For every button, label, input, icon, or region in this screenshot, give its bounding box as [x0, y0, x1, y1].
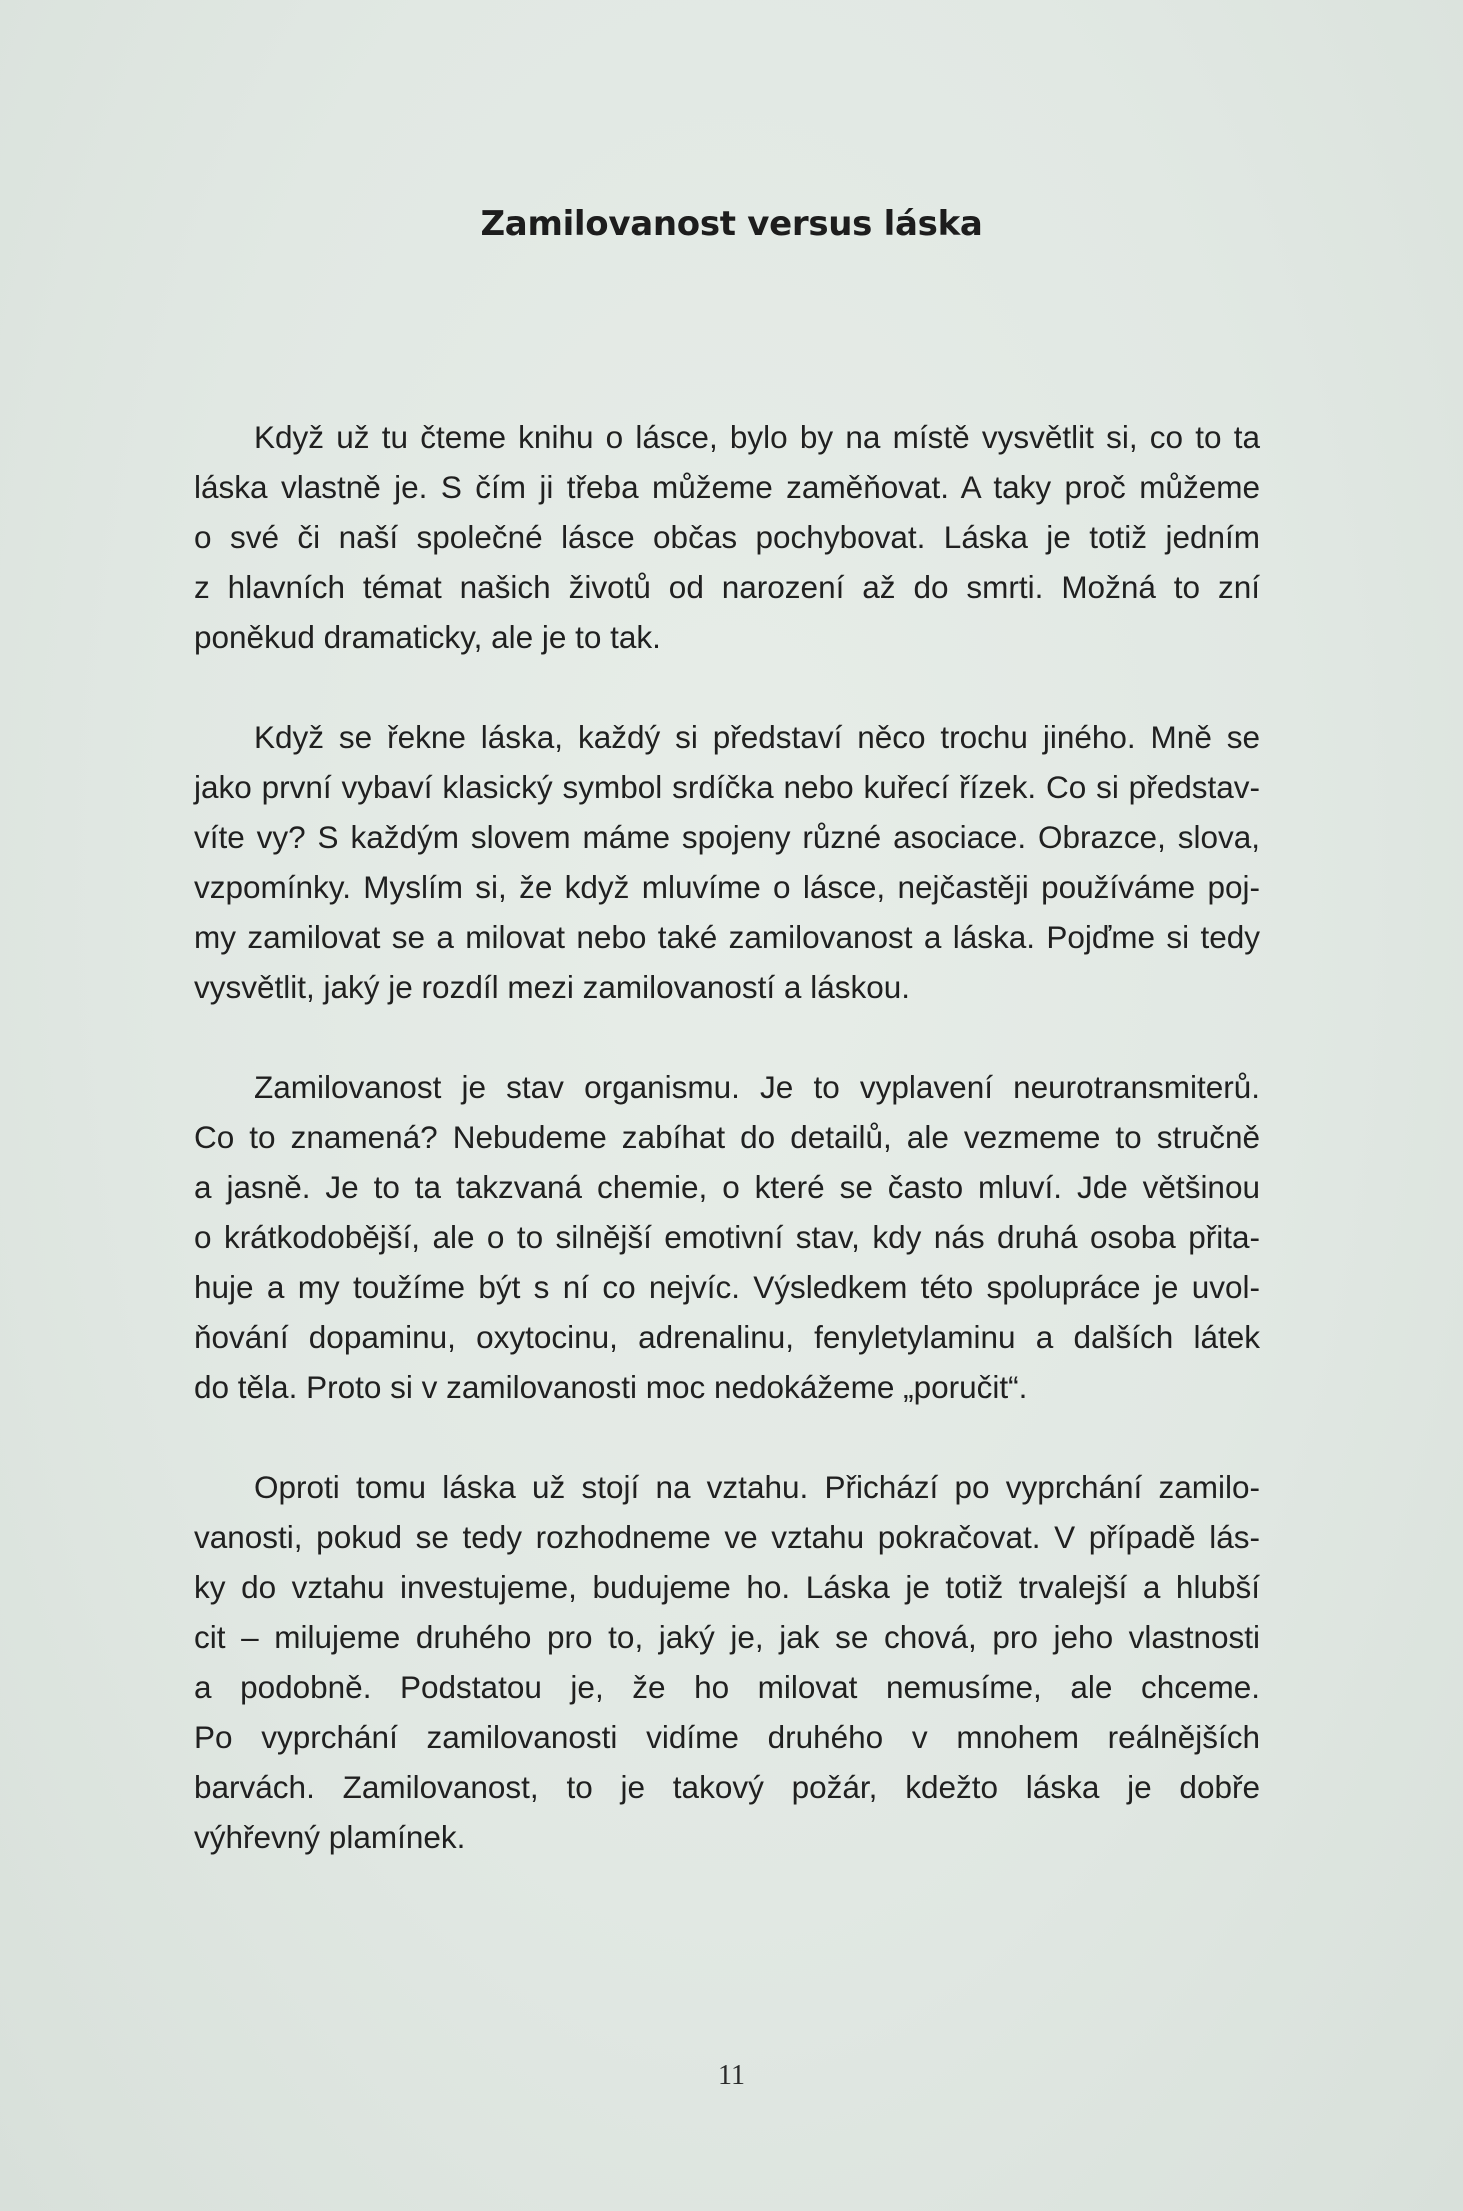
text-line: Zamilovanost je stav organismu. Je to vyplavení neurotransmiterů. — [254, 1069, 1260, 1105]
text-line: o krátkodobější, ale o to silnější emotivní stav, kdy nás druhá osoba přita- — [194, 1219, 1260, 1255]
paragraph-2 — [194, 712, 1260, 1012]
text-line: my zamilovat se a milovat nebo také zamilovanost a láska. Pojďme si tedy — [194, 919, 1260, 955]
text-line: o své či naší společné lásce občas pochybovat. Láska je totiž jedním — [194, 519, 1260, 555]
text-line: Když se řekne láska, každý si představí něco trochu jiného. Mně se — [254, 719, 1260, 755]
paragraph-1 — [194, 412, 1260, 662]
paragraph-3 — [194, 1062, 1260, 1412]
page-number: 11 — [718, 2060, 745, 2091]
text-line: Co to znamená? Nebudeme zabíhat do detailů, ale vezmeme to stručně — [194, 1119, 1260, 1155]
text-line: a jasně. Je to ta takzvaná chemie, o které se často mluví. Jde většinou — [194, 1169, 1260, 1205]
chapter-title: Zamilovanost versus láska — [480, 204, 983, 244]
text-line: víte vy? S každým slovem máme spojeny různé asociace. Obrazce, slova, — [194, 819, 1260, 855]
body-text — [194, 412, 1260, 1912]
text-line: cit – milujeme druhého pro to, jaký je, jak se chová, pro jeho vlastnosti — [194, 1619, 1260, 1655]
text-line: Po vyprchání zamilovanosti vidíme druhého v mnohem reálnějších — [194, 1719, 1260, 1755]
text-line: poněkud dramaticky, ale je to tak. — [194, 619, 661, 655]
text-line: jako první vybaví klasický symbol srdíčka nebo kuřecí řízek. Co si představ- — [194, 769, 1260, 805]
paragraph-4 — [194, 1462, 1260, 1862]
text-line: vzpomínky. Myslím si, že když mluvíme o lásce, nejčastěji používáme poj- — [194, 869, 1260, 905]
text-line: Když už tu čteme knihu o lásce, bylo by na místě vysvětlit si, co to ta — [254, 419, 1260, 455]
text-line: a podobně. Podstatou je, že ho milovat nemusíme, ale chceme. — [194, 1669, 1260, 1705]
text-line: do těla. Proto si v zamilovanosti moc nedokážeme „poručit“. — [194, 1369, 1028, 1405]
text-line: vanosti, pokud se tedy rozhodneme ve vztahu pokračovat. V případě lás- — [194, 1519, 1260, 1555]
text-line: huje a my toužíme být s ní co nejvíc. Výsledkem této spolupráce je uvol- — [194, 1269, 1260, 1305]
text-line: vysvětlit, jaký je rozdíl mezi zamilovaností a láskou. — [194, 969, 911, 1005]
text-line: výhřevný plamínek. — [194, 1819, 466, 1855]
text-line: barvách. Zamilovanost, to je takový požár, kdežto láska je dobře — [194, 1769, 1260, 1805]
text-line: ky do vztahu investujeme, budujeme ho. Láska je totiž trvalejší a hlubší — [194, 1569, 1260, 1605]
text-line: z hlavních témat našich životů od narození až do smrti. Možná to zní — [194, 569, 1260, 605]
text-line: láska vlastně je. S čím ji třeba můžeme zaměňovat. A taky proč můžeme — [194, 469, 1260, 505]
text-line: ňování dopaminu, oxytocinu, adrenalinu, fenyletylaminu a dalších látek — [194, 1319, 1260, 1355]
text-line: Oproti tomu láska už stojí na vztahu. Přichází po vyprchání zamilo- — [254, 1469, 1260, 1505]
